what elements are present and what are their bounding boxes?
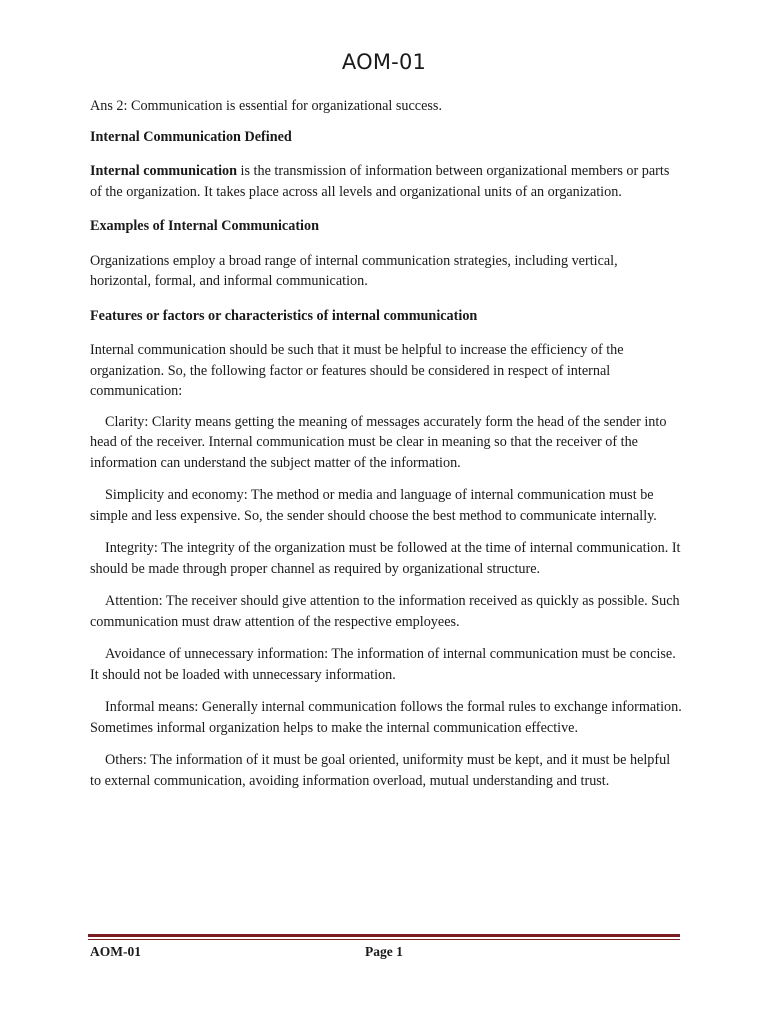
page-header-title: AOM-01 xyxy=(341,50,427,74)
section-heading-features: Features or factors or characteristics of internal communication xyxy=(90,307,478,324)
definition-text: is the transmission of information between organizational members or parts of the organization. It takes place across all levels and organizational units of an organization. xyxy=(90,163,670,200)
footer-divider-thick xyxy=(88,934,680,937)
definition-paragraph xyxy=(90,161,682,202)
intro-line: Ans 2: Communication is essential for organizational success. xyxy=(90,98,442,114)
feature-simplicity: Simplicity and economy: The method or media and language of internal communication must be simple and less expensive. So, the sender should choose the best method to communicate internally. xyxy=(90,487,657,524)
feature-clarity: Clarity: Clarity means getting the meaning of messages accurately form the head of the sender into head of the receiver. Internal communication must be clear in meaning so that the receiver of the information can understand the subject matter of the information. xyxy=(90,413,667,471)
feature-informal-means: Informal means: Generally internal communication follows the formal rules to exchange information. Sometimes informal organization helps to make the internal communication effective. xyxy=(90,699,682,736)
feature-attention: Attention: The receiver should give attention to the information received as quickly as possible. Such communication must draw attention of the respective employees. xyxy=(90,593,680,630)
definition-term: Internal communication xyxy=(90,163,237,179)
feature-avoidance: Avoidance of unnecessary information: The information of internal communication must be concise. It should not be loaded with unnecessary information. xyxy=(90,646,676,683)
features-intro-paragraph: Internal communication should be such that it must be helpful to increase the efficiency of the organization. So, the following factor or features should be considered in respect of internal communication: xyxy=(90,342,624,399)
footer-divider-thin xyxy=(88,939,680,940)
footer-page-number: Page 1 xyxy=(365,944,403,959)
footer-doc-code: AOM-01 xyxy=(90,944,141,959)
feature-integrity: Integrity: The integrity of the organization must be followed at the time of internal communication. It should be made through proper channel as required by organizational structure. xyxy=(90,540,681,577)
section-heading-examples: Examples of Internal Communication xyxy=(90,218,319,234)
document-body xyxy=(90,96,682,803)
section-heading-defined: Internal Communication Defined xyxy=(90,128,292,145)
feature-others: Others: The information of it must be goal oriented, uniformity must be kept, and it must be helpful to external communication, avoiding information overload, mutual understanding and trust. xyxy=(90,752,671,789)
examples-paragraph: Organizations employ a broad range of internal communication strategies, including vertical, horizontal, formal, and informal communication. xyxy=(90,252,618,289)
